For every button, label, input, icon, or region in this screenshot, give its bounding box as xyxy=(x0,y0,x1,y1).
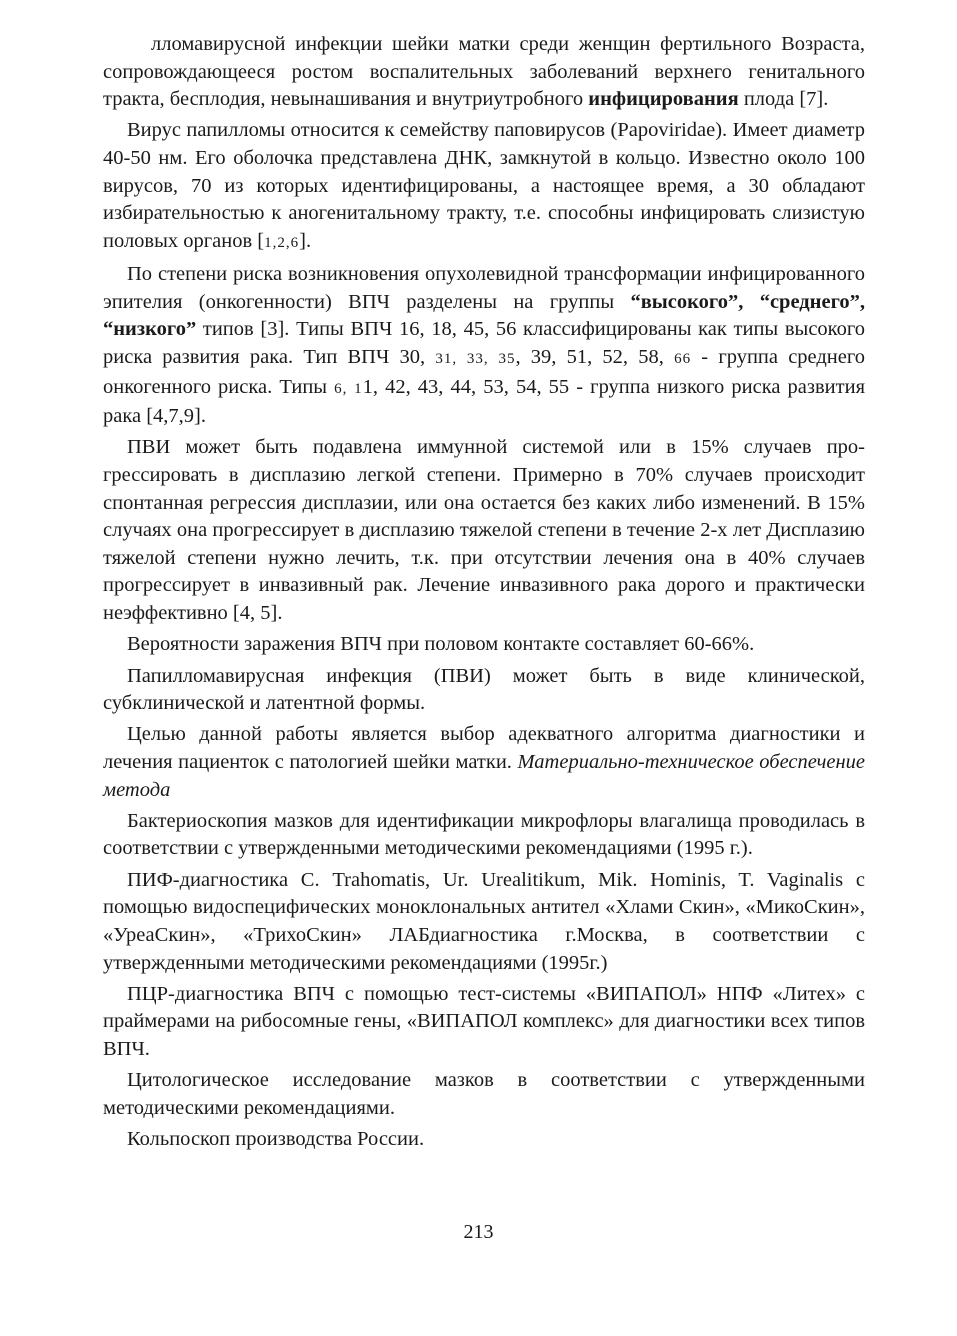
p3-types-mid-small: 31, 33, 35 xyxy=(435,350,516,367)
p3-low-risk: 1, 42, 43, 44, 53, 54, 55 - группа низкого риска развития рака [4,7,9]. xyxy=(103,375,865,428)
paragraph-cytology: Цитологическое исследование мазков в соответствии с утвержденными методическими рекомендациями. xyxy=(103,1069,865,1119)
paragraph-colposcope: Кольпоскоп производства России. xyxy=(127,1128,425,1151)
p1-text: лломавирусной инфекции шейки матки среди женщин фертильного Возраста, сопровождающееся ростом воспалительных заболеваний верхнего генитального тракта, бесплодия, невынашивания и внутриутробного xyxy=(103,33,865,111)
paragraph-infection-probability: Вероятности заражения ВПЧ при половом контакте составляет 60-66%. xyxy=(127,633,755,656)
p3-types-high: типов [3]. Типы ВПЧ 16, 18, 45, 56 классифицированы как типы высокого риска развития рака. Тип ВПЧ 30, xyxy=(103,318,865,368)
p1-bold: инфицирования xyxy=(588,88,739,111)
page-body xyxy=(103,31,865,1157)
p3-bold: “высокого”, “среднего”, “низкого” xyxy=(103,290,865,341)
paragraph-goal xyxy=(103,721,865,804)
paragraph-pif-diagnostics: ПИФ-диагностика С. Trahomatis, Ur. Urealitikum, Mik. Hominis, T. Vaginalis с помощью видоспецифических моноклональных антител «Хлами Скин», «МикоСкин», «УреаСкин», «ТрихоСкин» ЛАБдиагностика г.Москва, в соответствии с утвержденными методическими рекомендациями (1995г.) xyxy=(103,868,865,974)
p2-text: Вирус папилломы относится к семейству паповирусов (Papoviridae). Имеет диаметр 40-50 нм. Его оболочка представлена ДНК, замкнутой в кольцо. Известно около 100 вирусов, 70 из которых идентифицированы, а настоящее время, а 30 обладают избирательностью к аногенитальному тракту, т.е. способны инфицировать слизистую половых органов [ xyxy=(103,119,865,252)
paragraph-virus-description xyxy=(103,117,865,257)
paragraph-risk-groups xyxy=(103,261,865,431)
p3-types-mid: , 39, 51, 52, 58, xyxy=(515,345,675,368)
p3-mid-risk: - группа среднего онкогенного риска. Типы xyxy=(103,345,866,398)
paragraph-hpv-intro xyxy=(103,31,865,114)
paragraph-pcr-diagnostics: ПЦР-диагностика ВПЧ с помощью тест-системы «ВИПАПОЛ» НПФ «Литех» с праймерами на рибосомные гены, «ВИПАПОЛ комплекс» для диагностики всех типов ВПЧ. xyxy=(103,982,865,1060)
p1-tail: плода [7]. xyxy=(738,88,829,111)
paragraph-forms: Папилломавирусная инфекция (ПВИ) может быть в виде клинической, субклинической и латентной формы. xyxy=(103,664,865,715)
p3-types-low-small: 6, 1 xyxy=(334,380,363,397)
p2-refs: 1,2,6 xyxy=(264,234,300,251)
page-number: 213 xyxy=(463,1221,494,1243)
p3-type-66: 66 xyxy=(674,350,692,367)
paragraph-progression: ПВИ может быть подавлена иммунной системой или в 15% случаев прогрессировать в дисплазию легкой степени. Примерно в 70% случаев происходит спонтанная регрессия дисплазии, или она остается без каких либо изменений. В 15% случаях она прогрессирует в дисплазию тяжелой степени в течение 2-х лет Дисплазию тяжелой степени нужно лечить, т.к. при отсутствии лечения она в 40% случаев прогрессирует в инвазивный рак. Лечение инвазивного рака дорого и практически неэффективно [4, 5]. xyxy=(103,436,865,624)
section-heading-methods: Материально-техническое обеспечение метода xyxy=(103,750,865,801)
p7-text: Целью данной работы является выбор адекватного алгоритма диагностики и лечения пациенток с патологией шейки матки. xyxy=(103,723,865,773)
paragraph-bacterioscopy: Бактериоскопия мазков для идентификации микрофлоры влагалища проводилась в соответствии с утвержденными методическими рекомендациями (1995 г.). xyxy=(103,809,865,860)
p3-text: По степени риска возникновения опухолевидной трансформации инфицированного эпителия (онкогенности) ВПЧ разделены на группы xyxy=(103,263,865,313)
p2-tail: ]. xyxy=(299,229,312,252)
